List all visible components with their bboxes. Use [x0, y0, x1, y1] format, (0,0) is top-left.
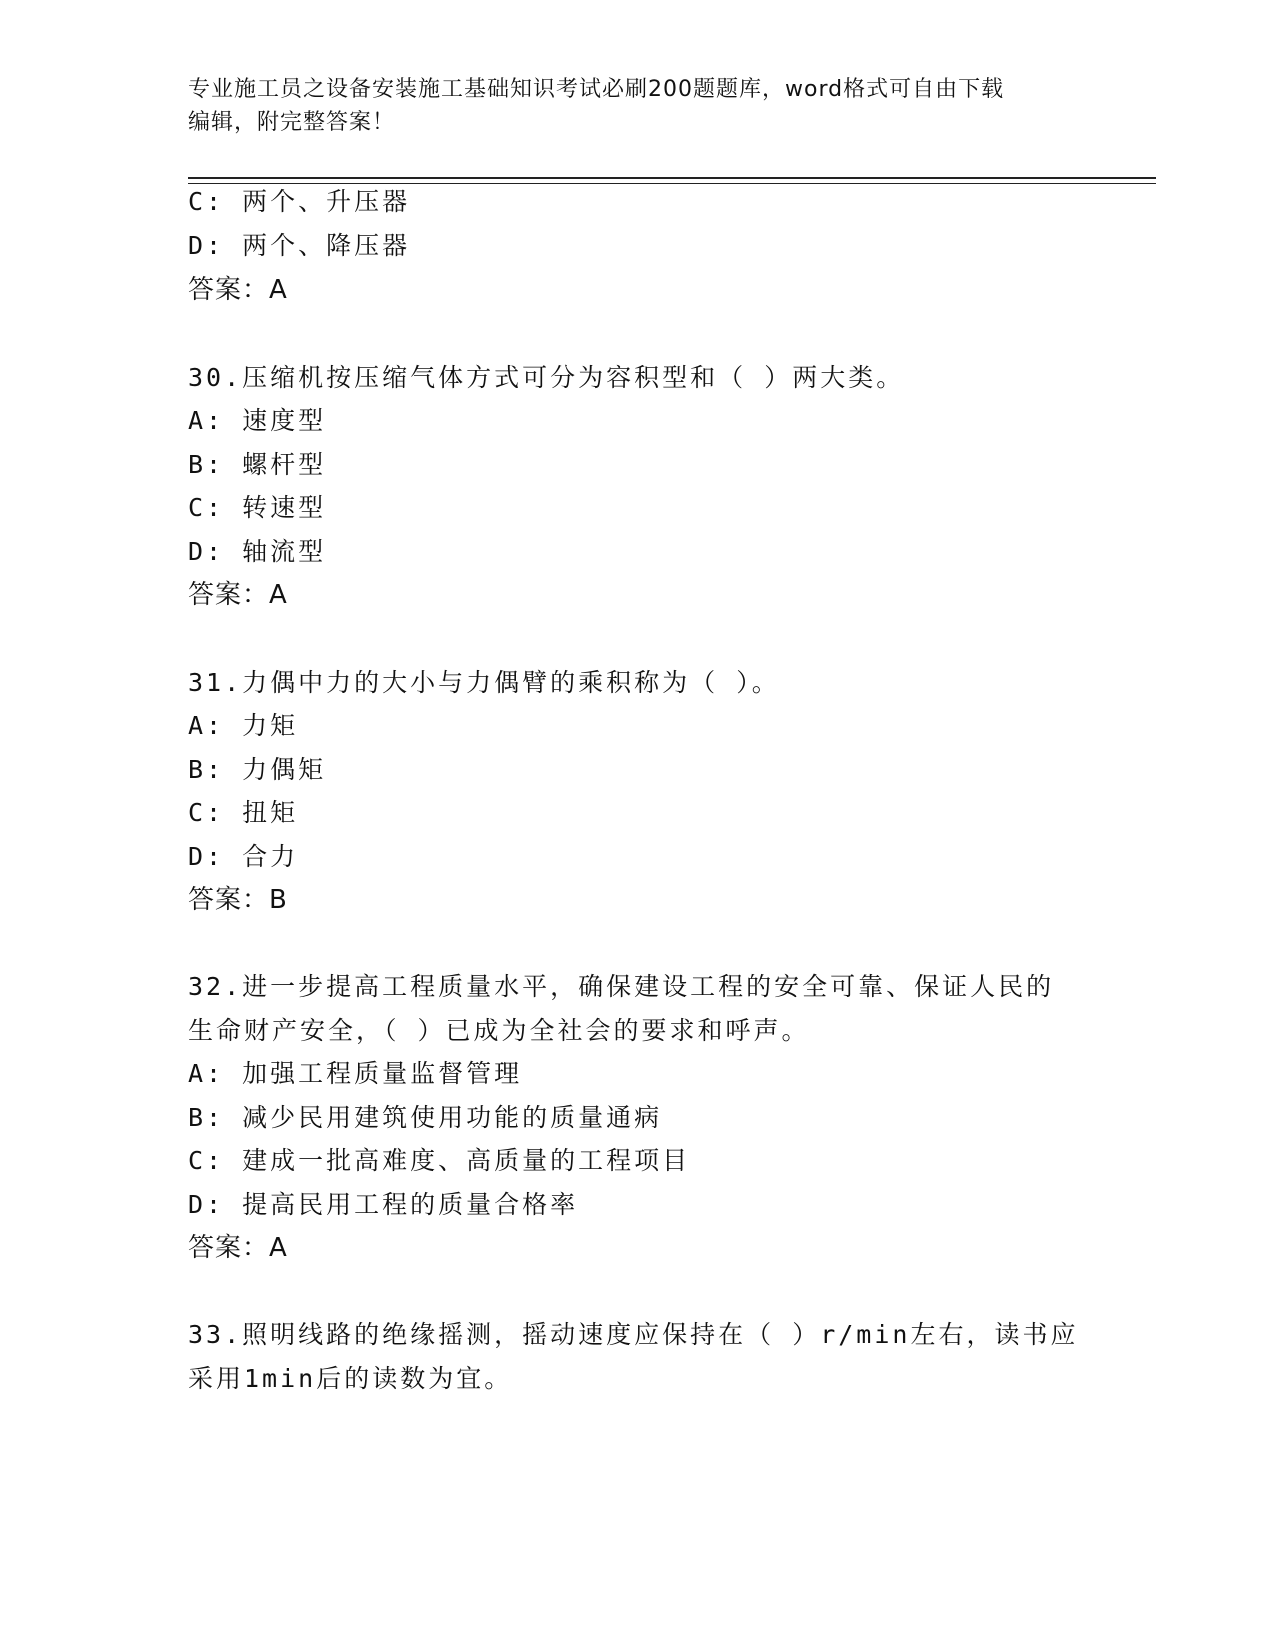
- header-title-line-2: 编辑，附完整答案！: [188, 110, 396, 135]
- header-divider-thin: [188, 183, 1156, 184]
- document-header: [188, 73, 1088, 139]
- option-c: C: 扭矩: [188, 798, 299, 827]
- option-b: B: 螺杆型: [188, 450, 327, 479]
- option-d: D: 轴流型: [188, 537, 327, 566]
- answer-line: 答案：A: [188, 1233, 288, 1263]
- question-32-text-line-2: 生命财产安全，（ ）已成为全社会的要求和呼声。: [188, 1016, 810, 1045]
- option-a: A: 加强工程质量监督管理: [188, 1059, 523, 1088]
- question-32-text-line-1: 32.进一步提高工程质量水平，确保建设工程的安全可靠、保证人民的: [188, 972, 1055, 1001]
- header-title-line-1: 专业施工员之设备安装施工基础知识考试必刷200题题库，word格式可自由下载: [188, 77, 1005, 102]
- option-d: D: 两个、降压器: [188, 231, 411, 260]
- option-c: C: 转速型: [188, 493, 327, 522]
- option-a: A: 力矩: [188, 711, 299, 740]
- option-d: D: 合力: [188, 842, 299, 871]
- answer-line: 答案：B: [188, 885, 288, 915]
- option-c: C: 两个、升压器: [188, 187, 411, 216]
- answer-line: 答案：A: [188, 580, 288, 610]
- question-33-text-line-1: 33.照明线路的绝缘摇测，摇动速度应保持在（ ）r/min左右，读书应: [188, 1320, 1079, 1349]
- option-b: B: 力偶矩: [188, 755, 327, 784]
- question-33-text-line-2: 采用1min后的读数为宜。: [188, 1364, 513, 1393]
- option-d: D: 提高民用工程的质量合格率: [188, 1190, 579, 1219]
- option-c: C: 建成一批高难度、高质量的工程项目: [188, 1146, 691, 1175]
- header-divider-thick: [188, 177, 1156, 179]
- option-a: A: 速度型: [188, 406, 327, 435]
- question-31-text: 31.力偶中力的大小与力偶臂的乘积称为（ ）。: [188, 668, 780, 697]
- question-30-text: 30.压缩机按压缩气体方式可分为容积型和（ ）两大类。: [188, 363, 905, 392]
- answer-line: 答案：A: [188, 275, 288, 305]
- option-b: B: 减少民用建筑使用功能的质量通病: [188, 1103, 663, 1132]
